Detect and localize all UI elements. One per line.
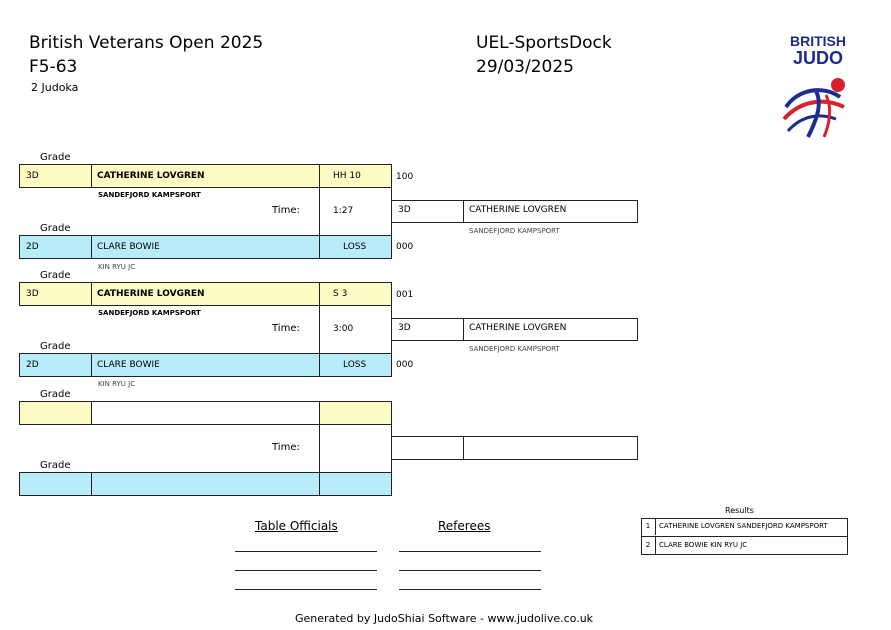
official-signature-line xyxy=(235,589,377,590)
match2-white-grade: 3D xyxy=(26,289,39,299)
competition-title: British Veterans Open 2025 xyxy=(29,33,264,53)
match2-blue-score: LOSS xyxy=(343,360,367,370)
official-signature-line xyxy=(235,551,377,552)
match2-blue-club: KIN RYU JC xyxy=(98,380,136,388)
grade-label: Grade xyxy=(40,389,71,400)
logo-text-british: BRITISH xyxy=(790,33,846,49)
match1-blue-points: 000 xyxy=(396,242,414,252)
grade-label: Grade xyxy=(40,223,71,234)
match1-white-club: SANDEFJORD KAMPSPORT xyxy=(98,191,201,199)
table-officials-heading: Table Officials xyxy=(255,519,338,533)
match2-winner-name: CATHERINE LOVGREN xyxy=(469,323,567,333)
referee-signature-line xyxy=(399,551,541,552)
result-entry: CATHERINE LOVGREN SANDEFJORD KAMPSPORT xyxy=(659,522,828,530)
match1-blue-grade: 2D xyxy=(26,242,39,252)
match1-winner-name: CATHERINE LOVGREN xyxy=(469,205,567,215)
grade-label: Grade xyxy=(40,341,71,352)
result-place: 2 xyxy=(641,537,656,554)
event-date: 29/03/2025 xyxy=(476,57,574,77)
grade-label: Grade xyxy=(40,460,71,471)
match2-white-points: 001 xyxy=(396,290,414,300)
logo-text-judo: JUDO xyxy=(792,48,843,68)
match3-winner-box xyxy=(391,436,638,460)
match1-blue-name: CLARE BOWIE xyxy=(97,242,160,252)
referees-heading: Referees xyxy=(438,519,491,533)
venue-title: UEL-SportsDock xyxy=(476,33,612,53)
result-entry: CLARE BOWIE KIN RYU JC xyxy=(659,541,748,549)
match1-white-score: HH 10 xyxy=(333,171,361,181)
match1-white-points: 100 xyxy=(396,172,414,182)
result-place: 1 xyxy=(641,518,656,535)
footer-credit: Generated by JudoShiai Software - www.judolive.co.uk xyxy=(295,612,594,625)
match2-white-name: CATHERINE LOVGREN xyxy=(97,289,205,299)
judoka-figure-icon xyxy=(778,67,858,142)
match2-time: 3:00 xyxy=(333,324,354,334)
results-title: Results xyxy=(725,506,754,515)
results-row xyxy=(641,518,848,535)
match2-white-club: SANDEFJORD KAMPSPORT xyxy=(98,309,201,317)
match1-time: 1:27 xyxy=(333,206,354,216)
match1-blue-club: KIN RYU JC xyxy=(98,263,136,271)
judoka-count: 2 Judoka xyxy=(31,81,79,94)
match1-winner-grade: 3D xyxy=(398,205,411,215)
match1-white-grade: 3D xyxy=(26,171,39,181)
match3-white-name-cell xyxy=(91,401,320,425)
category-title: F5-63 xyxy=(29,57,78,77)
match3-blue-row xyxy=(19,472,392,496)
british-judo-logo xyxy=(778,34,858,144)
match2-blue-points: 000 xyxy=(396,360,414,370)
match1-time-label: Time: xyxy=(272,205,300,216)
official-signature-line xyxy=(235,570,377,571)
match1-winner-club: SANDEFJORD KAMPSPORT xyxy=(469,227,560,235)
match2-winner-club: SANDEFJORD KAMPSPORT xyxy=(469,345,560,353)
match2-time-label: Time: xyxy=(272,323,300,334)
referee-signature-line xyxy=(399,570,541,571)
match1-white-name: CATHERINE LOVGREN xyxy=(97,171,205,181)
match3-time-label: Time: xyxy=(272,442,300,453)
match2-blue-grade: 2D xyxy=(26,360,39,370)
results-row xyxy=(641,537,848,554)
referee-signature-line xyxy=(399,589,541,590)
match1-blue-score: LOSS xyxy=(343,242,367,252)
match2-blue-name: CLARE BOWIE xyxy=(97,360,160,370)
match2-white-score: S 3 xyxy=(333,289,348,299)
grade-label: Grade xyxy=(40,152,71,163)
grade-label: Grade xyxy=(40,270,71,281)
match2-winner-grade: 3D xyxy=(398,323,411,333)
